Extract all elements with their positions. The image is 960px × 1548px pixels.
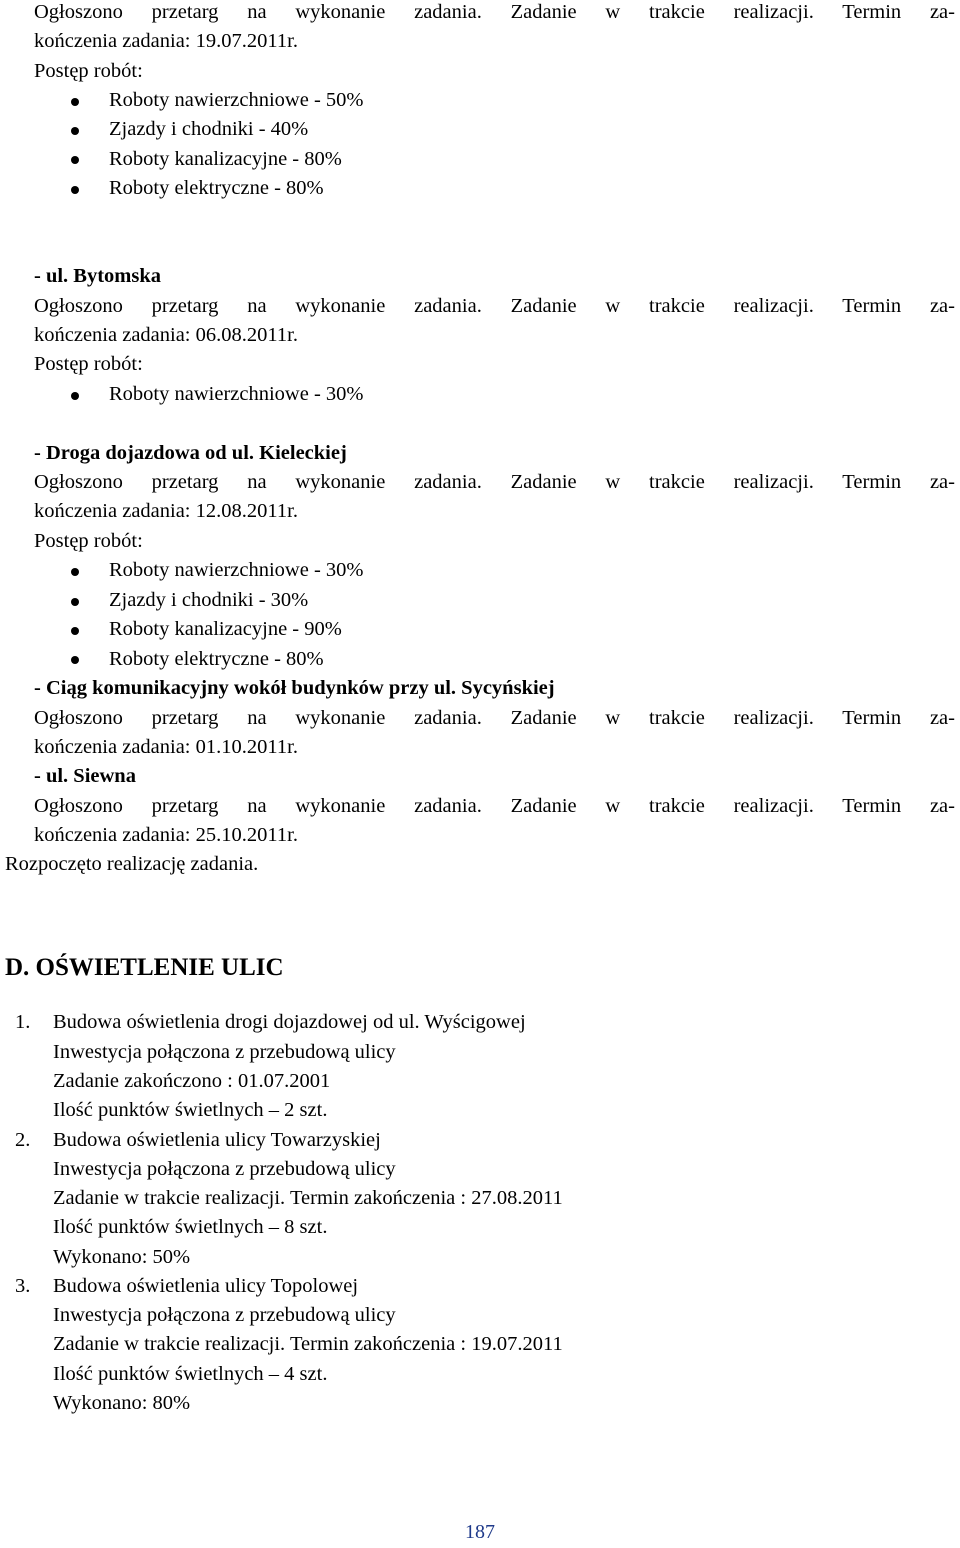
kieleckiej-progress-item-3: Roboty kanalizacyjne - 90% <box>109 618 342 640</box>
kieleckiej-progress-item-2: Zjazdy i chodniki - 30% <box>109 589 309 611</box>
lighting-item-detail: Zadanie w trakcie realizacji. Termin zakończenia : 27.08.2011 <box>53 1187 563 1209</box>
lighting-item-title: Budowa oświetlenia ulicy Towarzyskiej <box>53 1129 381 1151</box>
lighting-item-title: Budowa oświetlenia drogi dojazdowej od ul. Wyścigowej <box>53 1011 526 1033</box>
sycynskiej-text-line-1: Ogłoszono przetarg na wykonanie zadania. Zadanie w trakcie realizacji. Termin za- <box>34 707 955 729</box>
intro-progress-item-1: Roboty nawierzchniowe - 50% <box>109 89 364 111</box>
siewna-title: - ul. Siewna <box>34 765 136 787</box>
sycynskiej-title: - Ciąg komunikacyjny wokół budynków przy ul. Sycyńskiej <box>34 677 555 699</box>
bytomska-progress-label: Postęp robót: <box>34 353 143 375</box>
bytomska-text-line-2: kończenia zadania: 06.08.2011r. <box>34 324 298 346</box>
lighting-item-detail: Ilość punktów świetlnych – 4 szt. <box>53 1363 328 1385</box>
lighting-item-detail: Zadanie w trakcie realizacji. Termin zakończenia : 19.07.2011 <box>53 1333 563 1355</box>
siewna-text-line-1: Ogłoszono przetarg na wykonanie zadania. Zadanie w trakcie realizacji. Termin za- <box>34 795 955 817</box>
bullet-icon <box>71 568 79 576</box>
lighting-item-number: 2. <box>15 1129 31 1151</box>
intro-progress-item-2: Zjazdy i chodniki - 40% <box>109 118 309 140</box>
siewna-text-line-2: kończenia zadania: 25.10.2011r. <box>34 824 298 846</box>
section-d-heading: D. OŚWIETLENIE ULIC <box>5 954 284 981</box>
intro-progress-item-3: Roboty kanalizacyjne - 80% <box>109 148 342 170</box>
lighting-item-detail: Inwestycja połączona z przebudową ulicy <box>53 1158 396 1180</box>
bytomska-title: - ul. Bytomska <box>34 265 162 287</box>
bullet-icon <box>71 598 79 606</box>
lighting-item-title: Budowa oświetlenia ulicy Topolowej <box>53 1275 359 1297</box>
intro-progress-item-4: Roboty elektryczne - 80% <box>109 177 324 199</box>
intro-text-line-2: kończenia zadania: 19.07.2011r. <box>34 30 298 52</box>
kieleckiej-progress-item-4: Roboty elektryczne - 80% <box>109 648 324 670</box>
intro-progress-label: Postęp robót: <box>34 60 143 82</box>
bytomska-progress-item-1: Roboty nawierzchniowe - 30% <box>109 383 364 405</box>
lighting-item-detail: Zadanie zakończono : 01.07.2001 <box>53 1070 331 1092</box>
kieleckiej-text-line-2: kończenia zadania: 12.08.2011r. <box>34 500 298 522</box>
lighting-item-detail: Ilość punktów świetlnych – 2 szt. <box>53 1099 328 1121</box>
bullet-icon <box>71 627 79 635</box>
bytomska-text-line-1: Ogłoszono przetarg na wykonanie zadania. Zadanie w trakcie realizacji. Termin za- <box>34 295 955 317</box>
bullet-icon <box>71 98 79 106</box>
lighting-item-detail: Inwestycja połączona z przebudową ulicy <box>53 1041 396 1063</box>
bullet-icon <box>71 186 79 194</box>
page-number: 187 <box>465 1521 495 1543</box>
lighting-item-detail: Wykonano: 80% <box>53 1392 191 1414</box>
intro-text-line-1: Ogłoszono przetarg na wykonanie zadania. Zadanie w trakcie realizacji. Termin za- <box>34 1 955 23</box>
kieleckiej-text-line-1: Ogłoszono przetarg na wykonanie zadania. Zadanie w trakcie realizacji. Termin za- <box>34 471 955 493</box>
bullet-icon <box>71 156 79 164</box>
kieleckiej-progress-label: Postęp robót: <box>34 530 143 552</box>
lighting-item-detail: Wykonano: 50% <box>53 1246 191 1268</box>
kieleckiej-progress-item-1: Roboty nawierzchniowe - 30% <box>109 559 364 581</box>
lighting-item-number: 3. <box>15 1275 31 1297</box>
bullet-icon <box>71 392 79 400</box>
lighting-item-detail: Ilość punktów świetlnych – 8 szt. <box>53 1216 328 1238</box>
lighting-item-number: 1. <box>15 1011 31 1033</box>
lighting-item-detail: Inwestycja połączona z przebudową ulicy <box>53 1304 396 1326</box>
sycynskiej-text-line-2: kończenia zadania: 01.10.2011r. <box>34 736 298 758</box>
started-note: Rozpoczęto realizację zadania. <box>5 853 259 875</box>
kieleckiej-title: - Droga dojazdowa od ul. Kieleckiej <box>34 442 347 464</box>
bullet-icon <box>71 656 79 664</box>
bullet-icon <box>71 127 79 135</box>
